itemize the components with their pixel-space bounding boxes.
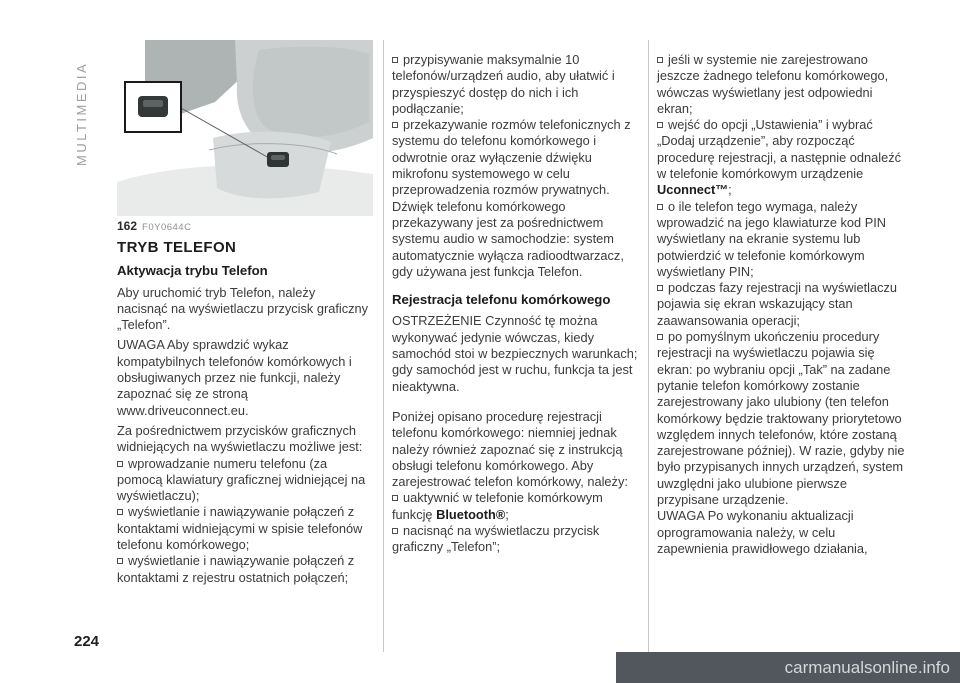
figure-caption [117,219,191,233]
bullet-text: wejść do opcji „Ustawienia” i wybrać „Dodaj urządzenie”, aby rozpocząć procedurę rejestracji, a następnie odnaleźć w telefonie komórkowym urządzenie [657,117,901,182]
bullet-square-icon [657,204,663,210]
console-button-icon [267,152,289,167]
bullet-text: jeśli w systemie nie zarejestrowano jeszcze żadnego telefonu komórkowego, wówczas wyświetlany jest odpowiedni ekran; [657,52,889,116]
bullet-square-icon [392,122,398,128]
bullet-text: wyświetlanie i nawiązywanie połączeń z kontaktami widniejącymi w spisie telefonów telefonu komórkowego; [117,504,363,553]
bullet-item [657,117,905,198]
bullet-text: ; [728,182,732,198]
figure-code: F0Y0644C [142,222,192,233]
watermark-text: carmanualsonline.info [784,657,950,677]
bullet-text: wyświetlanie i nawiązywanie połączeń z kontaktami z rejestru ostatnich połączeń; [117,553,355,585]
console-illustration [117,40,373,216]
column-divider [383,40,384,652]
bullet-square-icon [392,57,398,63]
bullet-square-icon [117,558,123,564]
bullet-item [117,456,369,505]
column-middle [392,52,638,556]
bullet-item [657,280,905,329]
bullet-square-icon [657,57,663,63]
console-illustration-svg [117,40,373,216]
paragraph: Poniżej opisano procedurę rejestracji telefonu komórkowego: niemniej jednak należy również zapoznać się z instrukcją obsługi telefonu komórkowego. Aby zarejestrować telefon komórkowy, należy: [392,408,628,490]
section-title: TRYB TELEFON [117,239,237,256]
bullet-item [117,504,369,553]
column-divider [648,40,649,652]
bullet-text: przypisywanie maksymalnie 10 telefonów/urządzeń audio, aby ułatwić i przyspieszyć dostęp do nich i ich podłączanie; [392,52,615,116]
paragraph: UWAGA Aby sprawdzić wykaz kompatybilnych telefonów komórkowych i obsługiwanych przez nie funkcji, należy zapoznać się ze stroną www.driveuconnect.eu. [117,337,352,418]
page-number: 224 [74,633,100,650]
button-closeup-inset [125,82,181,132]
bullet-square-icon [117,461,123,467]
column-left [117,240,369,586]
bullet-item [657,329,905,508]
bullet-text: po pomyślnym ukończeniu procedury rejestracji na wyświetlaczu pojawia się ekran: po wybraniu opcji „Tak” na zadane pytanie telefon komórkowy zostanie zarejestrowany jako ulubiony (ten telefon komórkowy będzie traktowany priorytetowo względem innych telefonów, które zostaną zarejestrowane później). W razie, gdyby nie było przypisanych innych urządzeń, system uwzględni jako ulubione pierwsze przypisane urządzenie. [657,329,905,508]
bullet-text: wprowadzanie numeru telefonu (za pomocą klawiatury graficznej widniejącej na wyświetlaczu); [117,455,366,504]
bullet-text: ; [505,506,509,522]
bullet-item [657,52,905,117]
uconnect-label: Uconnect™ [657,182,729,198]
bullet-square-icon [392,495,398,501]
bullet-item [392,52,638,117]
bluetooth-label: Bluetooth® [436,506,506,522]
bullet-text: podczas fazy rejestracji na wyświetlaczu pojawia się ekran wskazujący stan zaawansowania operacji; [657,280,898,328]
bullet-square-icon [392,528,398,534]
paragraph: OSTRZEŻENIE Czynność tę można wykonywać jedynie wówczas, kiedy samochód stoi w bezpiecznych warunkach; gdy samochód jest w ruchu, funkcja ta jest nieaktywna. [392,313,638,394]
paragraph: Aby uruchomić tryb Telefon, należy nacisnąć na wyświetlaczu przycisk graficzny „Telefon”. [117,284,369,333]
column-right [657,52,905,557]
bullet-item [392,523,638,556]
watermark-banner [616,652,960,683]
bullet-text: uaktywnić w telefonie komórkowym funkcję [392,490,603,522]
figure-number: 162 [117,219,138,233]
bullet-text: nacisnąć na wyświetlaczu przycisk graficzny „Telefon”; [392,523,600,555]
bullet-text: przekazywanie rozmów telefonicznych z systemu do telefonu komórkowego i odwrotnie oraz wyłączenie dźwięku mikrofonu systemowego w celu przeprowadzenia rozmów prywatnych. [392,117,631,198]
paragraph: UWAGA Po wykonaniu aktualizacji oprogramowania należy, w celu zapewnienia prawidłowego działania, [657,508,868,556]
bullet-text: o ile telefon tego wymaga, należy wprowadzić na jego klawiaturze kod PIN wyświetlany na ekranie systemu lub potwierdzić w telefonie komórkowym wyświetlany PIN; [657,198,887,279]
chapter-side-label: MULTIMEDIA [74,61,89,166]
bullet-square-icon [657,334,663,340]
bullet-item [117,553,369,586]
bullet-square-icon [117,509,123,515]
paragraph: Za pośrednictwem przycisków graficznych widniejących na wyświetlaczu możliwe jest: [117,422,363,455]
subsection-title: Rejestracja telefonu komórkowego [392,292,611,308]
bullet-square-icon [657,285,663,291]
bullet-item [392,490,638,523]
bullet-square-icon [657,122,663,128]
bullet-item [657,199,905,280]
bullet-item [392,117,638,198]
subsection-title: Aktywacja trybu Telefon [117,263,268,279]
paragraph: Dźwięk telefonu komórkowego przekazywany jest za pośrednictwem systemu audio w samochodzie: system automatycznie wyłącza radioodtwarzacz, gdy używana jest funkcja Telefon. [392,198,624,279]
